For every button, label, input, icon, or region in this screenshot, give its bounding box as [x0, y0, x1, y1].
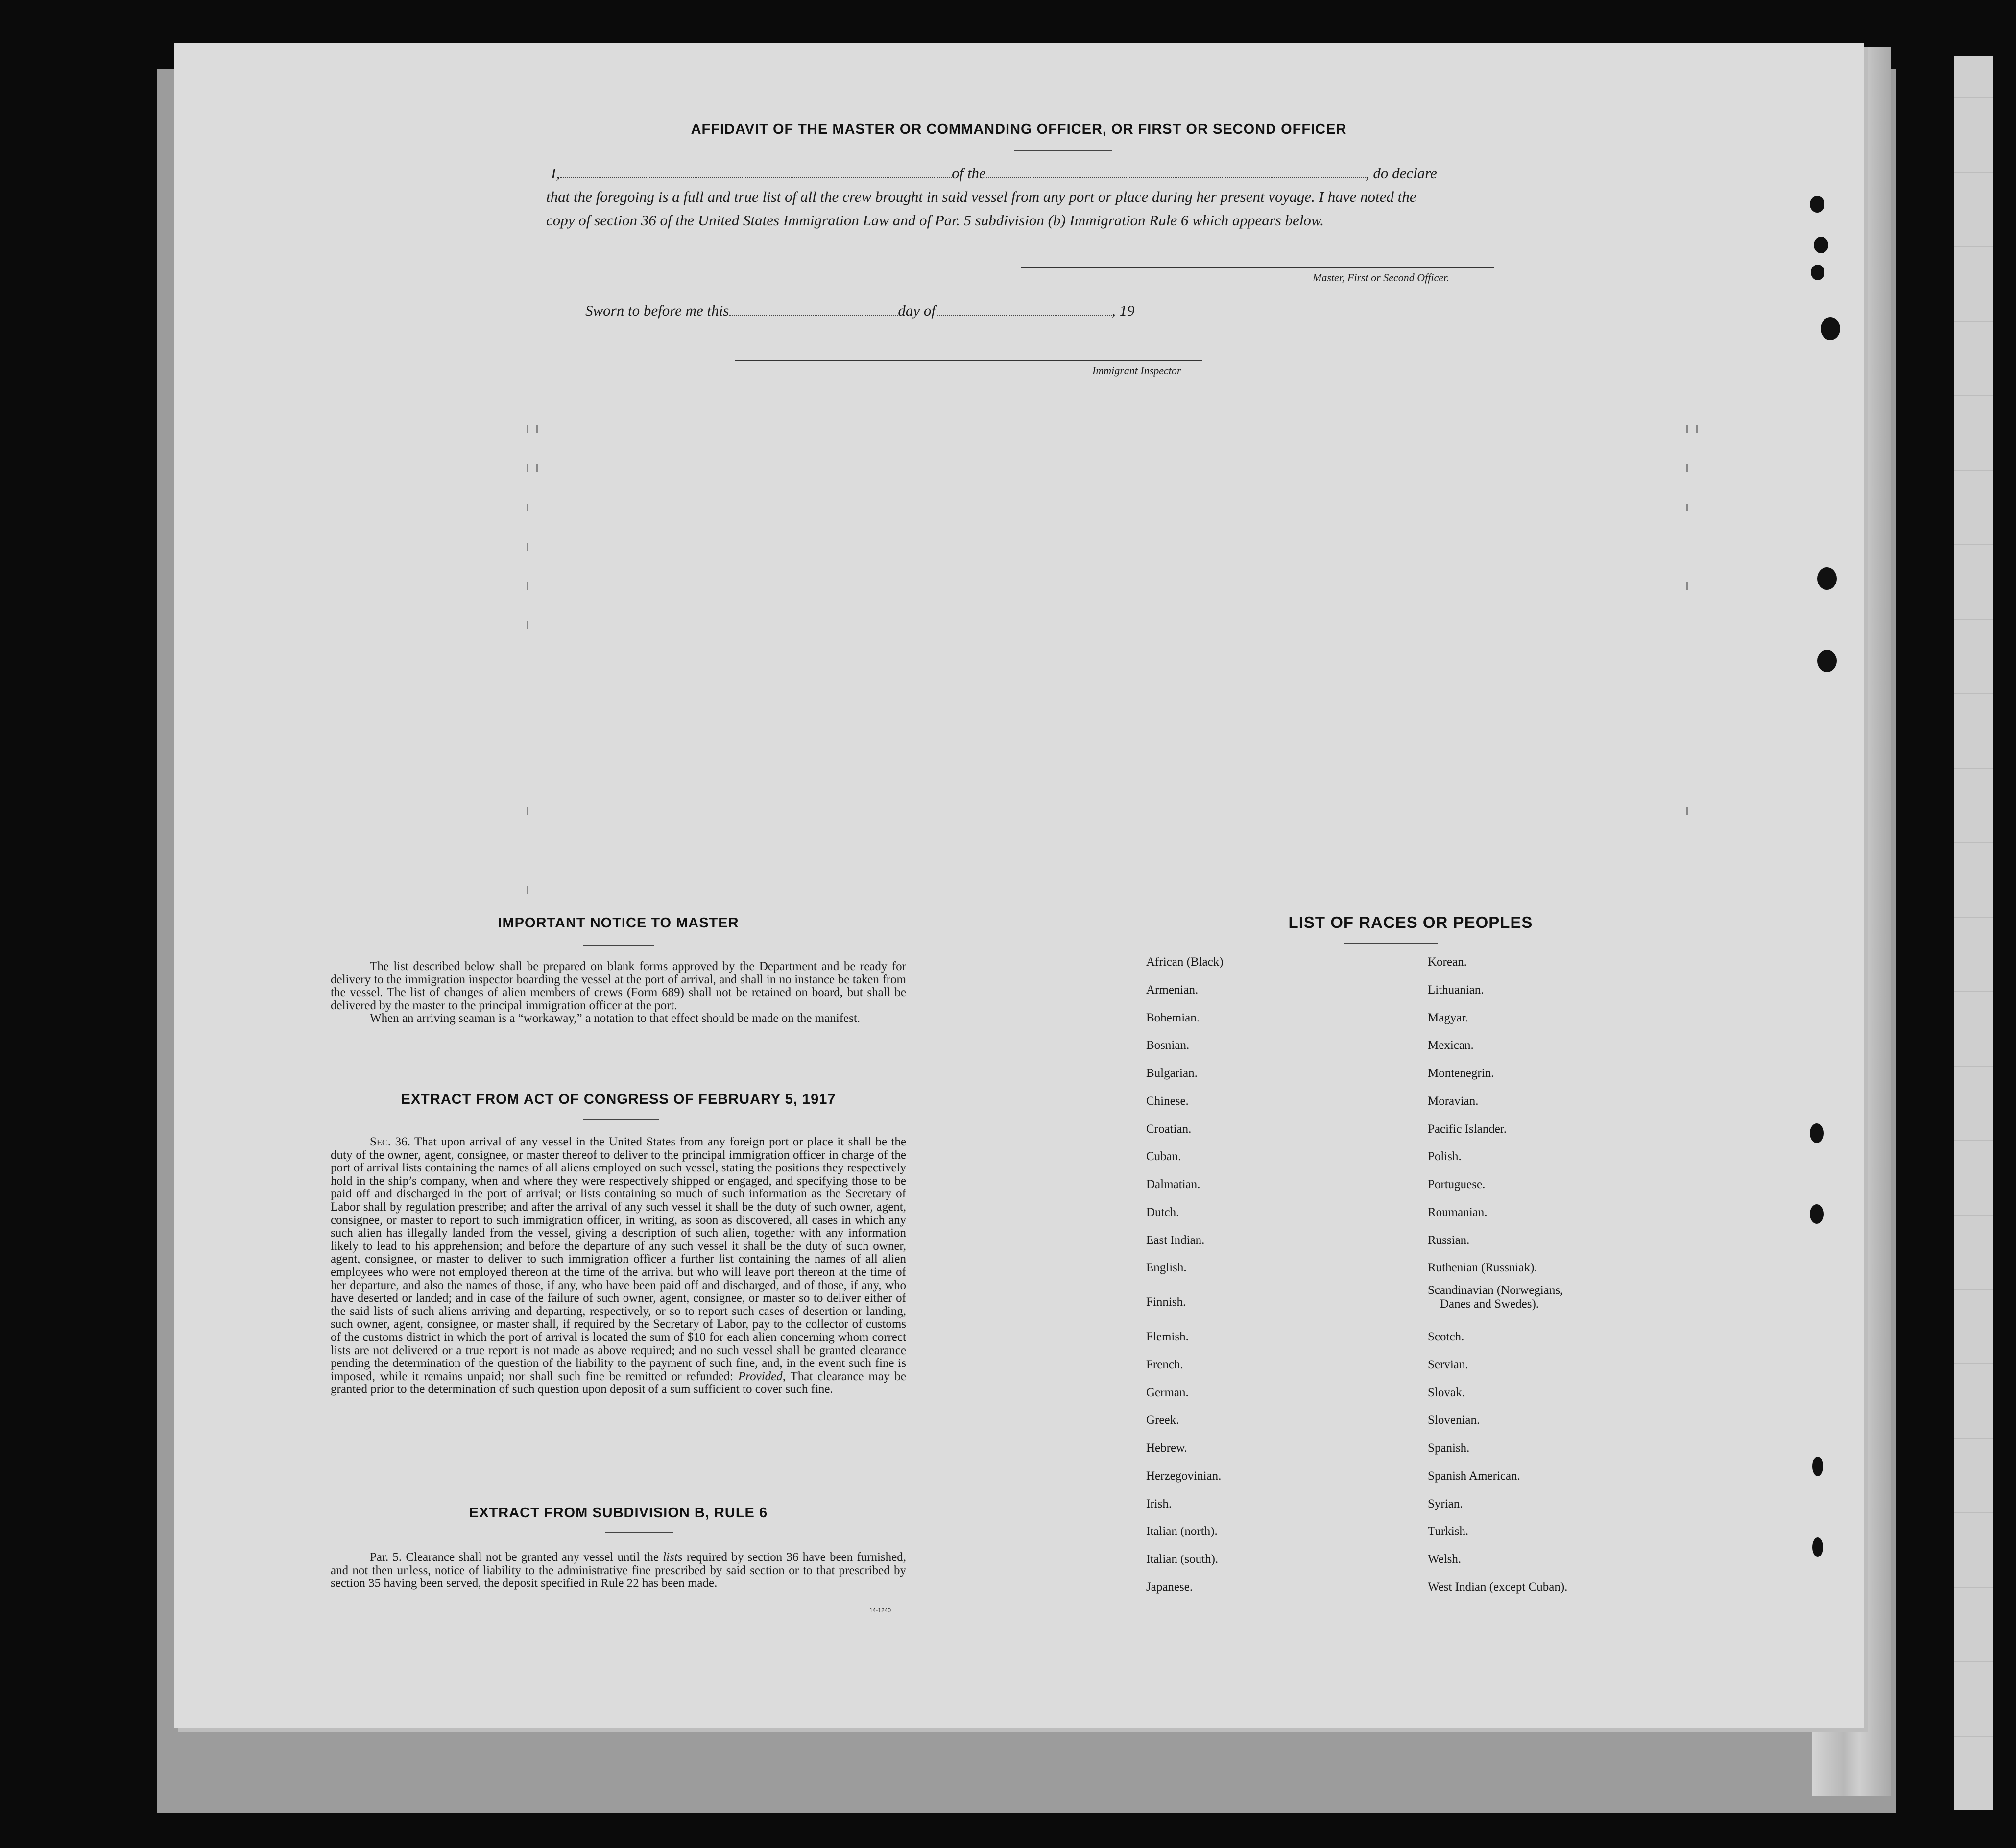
- binder-hole: [1817, 650, 1837, 672]
- notice-title: IMPORTANT NOTICE TO MASTER: [498, 915, 739, 931]
- inspector-signature-line[interactable]: [735, 360, 1202, 361]
- race-item: Herzegovinian.: [1146, 1469, 1222, 1483]
- binder-hole: [1821, 317, 1840, 340]
- affidavit-title-rule: [1014, 150, 1112, 151]
- affidavit-line1-mid: of the: [952, 165, 986, 182]
- column-tick: [1686, 464, 1688, 472]
- act-extract-title: EXTRACT FROM ACT OF CONGRESS OF FEBRUARY 5, 1917: [401, 1092, 836, 1107]
- affidavit-line-3: copy of section 36 of the United States Immigration Law and of Par. 5 subdivision (b) Immigration Rule 6 which appears below.: [546, 212, 1324, 229]
- races-title-rule: [1344, 943, 1438, 944]
- binder-hole: [1810, 1123, 1824, 1143]
- race-item: Hebrew.: [1146, 1441, 1187, 1455]
- inspector-label: Immigrant Inspector: [1092, 365, 1181, 377]
- rule-paragraph: [331, 1551, 906, 1590]
- master-signature-line[interactable]: [1021, 267, 1494, 268]
- race-item: Polish.: [1428, 1150, 1462, 1163]
- race-item: Slovenian.: [1428, 1413, 1480, 1427]
- race-item: Welsh.: [1428, 1553, 1462, 1566]
- affidavit-line1-prefix: I,: [551, 165, 560, 182]
- rule-lists-word: lists: [663, 1551, 683, 1564]
- race-item: Mexican.: [1428, 1039, 1474, 1052]
- affidavit-title: AFFIDAVIT OF THE MASTER OR COMMANDING OFFICER, OR FIRST OR SECOND OFFICER: [691, 122, 1347, 137]
- binder-hole: [1812, 1537, 1823, 1557]
- binder-hole: [1812, 1457, 1823, 1476]
- column-tick: [527, 464, 528, 472]
- binder-hole: [1817, 567, 1837, 590]
- sworn-day-field[interactable]: [729, 315, 898, 316]
- sworn-mid: day of: [898, 302, 936, 319]
- race-item: French.: [1146, 1358, 1183, 1371]
- column-tick: [1686, 425, 1688, 433]
- column-tick: [1686, 504, 1688, 511]
- column-tick: [527, 621, 528, 629]
- race-item: Scotch.: [1428, 1330, 1464, 1343]
- column-tick: [536, 425, 538, 433]
- rule-text-after: required by section 36 have been furnished, and not then unless, notice of liability to the administrative fine prescribed by said section or to that prescribed by section 35 having been served, the deposit specified in Rule 22 has been made.: [331, 1551, 906, 1590]
- column-tick: [527, 807, 528, 815]
- race-item: Bohemian.: [1146, 1011, 1200, 1024]
- act-title-rule: [583, 1119, 659, 1120]
- column-tick: [527, 582, 528, 590]
- race-item: Russian.: [1428, 1234, 1470, 1247]
- race-item: Ruthenian (Russniak).: [1428, 1261, 1537, 1274]
- race-item: Flemish.: [1146, 1330, 1189, 1343]
- races-title: LIST OF RACES OR PEOPLES: [1288, 913, 1533, 931]
- race-item: Bosnian.: [1146, 1039, 1190, 1052]
- race-item: Greek.: [1146, 1413, 1179, 1427]
- race-item: Pacific Islander.: [1428, 1122, 1507, 1136]
- race-item: Italian (north).: [1146, 1525, 1218, 1538]
- affidavit-line-2: that the foregoing is a full and true list of all the crew brought in said vessel from any port or place during her present voyage. I have noted the: [546, 188, 1416, 205]
- act-section-text: That upon arrival of any vessel in the United States from any foreign port or place it shall be the duty of the owner, agent, consignee, or master thereof to deliver to the principal immigration officer in charge of the port of arrival lists containing the names of all aliens employed on such vessel, stating the positions they respectively hold in the ship’s company, when and where they were respectively shipped or engaged, and specifying those to be paid off and discharged in the port of arrival; or lists containing so much of such information as the Secretary of Labor shall by regulation prescribe; and after the arrival of any such vessel it shall be the duty of such owner, agent, consignee, or master to report to such immigration officer, in writing, as soon as discovered, all cases in which any such alien has illegally landed from the vessel, giving a description of such alien, together with any information likely to lead to his apprehension; and before the departure of any such vessel it shall be the duty of such owner, agent, consignee, or master to deliver to such immigration officer a further list containing the names of all alien employees who were not employed thereon at the time of the arrival but who will leave port thereon at the time of her departure, and also the names of those, if any, who have been paid off and discharged, and of those, if any, who have deserted or landed; and in case of the failure of such owner, agent, consignee, or master so to deliver either of the said lists of such aliens arriving and departing, respectively, or so to report such cases of desertion or landing, such owner, agent, consignee, or master shall, if required by the Secretary of Labor, pay to the collector of customs of the customs district in which the port of arrival is located the sum of $10 for each alien concerning whom correct lists are not delivered or a true report is not made as above required; and no such vessel shall be granted clearance pending the determination of the question of the liability to the payment of such fine, and, in the event such fine is imposed, while it remains unpaid; nor shall such fine be remitted or refunded:: [331, 1135, 907, 1383]
- rule-title-rule: [605, 1532, 673, 1533]
- rule-text-before: Par. 5. Clearance shall not be granted any vessel until the: [370, 1551, 659, 1564]
- column-tick: [527, 543, 528, 551]
- column-tick: [1696, 425, 1698, 433]
- column-tick: [527, 504, 528, 511]
- notice-title-rule: [583, 945, 654, 946]
- column-tick: [1686, 807, 1688, 815]
- race-item: Montenegrin.: [1428, 1067, 1494, 1080]
- adjacent-ledger-strip: [1954, 56, 1993, 1810]
- race-item: Dutch.: [1146, 1206, 1179, 1219]
- notice-paragraph-1: The list described below shall be prepared on blank forms approved by the Department and be ready for delivery to the immigration inspector boarding the vessel at the port of arrival, and shall in no instance be taken from the vessel. The list of changes of alien members of crews (Form 689) shall not be retained on board, but shall be delivered by the master to the principal immigration officer at the port.: [331, 960, 906, 1012]
- column-tick: [527, 425, 528, 433]
- notice-paragraph-2: When an arriving seaman is a “workaway,” a notation to that effect should be made on the manifest.: [370, 1012, 861, 1025]
- act-section-36-paragraph: [331, 1136, 906, 1396]
- binder-hole: [1811, 265, 1824, 280]
- race-item: Irish.: [1146, 1497, 1172, 1510]
- sworn-line: [585, 302, 1134, 319]
- column-tick: [536, 464, 538, 472]
- race-item: Scandinavian (Norwegians,: [1428, 1284, 1563, 1297]
- race-item: Bulgarian.: [1146, 1067, 1198, 1080]
- vessel-name-field[interactable]: [986, 177, 1366, 178]
- race-item: Korean.: [1428, 955, 1467, 969]
- race-item: Finnish.: [1146, 1295, 1186, 1309]
- act-extract-text: [331, 1136, 906, 1396]
- race-item: Lithuanian.: [1428, 983, 1484, 997]
- race-item: Spanish.: [1428, 1441, 1470, 1455]
- race-item-continued: Danes and Swedes).: [1440, 1297, 1539, 1311]
- race-item: Slovak.: [1428, 1386, 1465, 1399]
- act-proviso-text: That clearance may be granted prior to the determination of such question upon deposit of a sum sufficient to cover such fine.: [331, 1369, 906, 1396]
- race-item: Portuguese.: [1428, 1178, 1486, 1191]
- race-item: Turkish.: [1428, 1525, 1469, 1538]
- sworn-prefix: Sworn to before me this: [585, 302, 729, 319]
- race-item: West Indian (except Cuban).: [1428, 1581, 1568, 1594]
- binder-hole: [1810, 196, 1824, 213]
- race-item: Italian (south).: [1146, 1553, 1219, 1566]
- race-item: German.: [1146, 1386, 1189, 1399]
- form-page: [174, 43, 1864, 1728]
- master-signature-label: Master, First or Second Officer.: [1313, 271, 1449, 284]
- race-item: Chinese.: [1146, 1094, 1189, 1108]
- race-item: English.: [1146, 1261, 1187, 1274]
- race-item: Spanish American.: [1428, 1469, 1520, 1483]
- binder-hole: [1810, 1204, 1824, 1224]
- act-proviso-label: Provided,: [738, 1369, 786, 1383]
- race-item: Syrian.: [1428, 1497, 1463, 1510]
- affiant-name-field[interactable]: [560, 177, 952, 178]
- race-item: East Indian.: [1146, 1234, 1205, 1247]
- race-item: Croatian.: [1146, 1122, 1192, 1136]
- race-item: Armenian.: [1146, 983, 1199, 997]
- race-item: Cuban.: [1146, 1150, 1181, 1163]
- race-item: Servian.: [1428, 1358, 1468, 1371]
- race-item: Dalmatian.: [1146, 1178, 1200, 1191]
- race-item: Roumanian.: [1428, 1206, 1488, 1219]
- race-item: Japanese.: [1146, 1581, 1193, 1594]
- race-item: Magyar.: [1428, 1011, 1468, 1024]
- affidavit-line1-suffix: , do declare: [1365, 165, 1437, 182]
- rule-extract-title: EXTRACT FROM SUBDIVISION B, RULE 6: [469, 1505, 768, 1521]
- sworn-month-field[interactable]: [936, 315, 1112, 316]
- binder-hole: [1814, 237, 1828, 253]
- notice-text: [331, 960, 906, 1025]
- affidavit-line-1: [551, 165, 1437, 182]
- act-section-label: Sec. 36.: [370, 1135, 410, 1148]
- rule-extract-text: [331, 1551, 906, 1590]
- race-item: Moravian.: [1428, 1094, 1479, 1108]
- sworn-year: , 19: [1111, 302, 1135, 319]
- column-tick: [1686, 582, 1688, 590]
- form-number: 14-1240: [869, 1607, 891, 1614]
- race-item: African (Black): [1146, 955, 1224, 969]
- column-tick: [527, 886, 528, 894]
